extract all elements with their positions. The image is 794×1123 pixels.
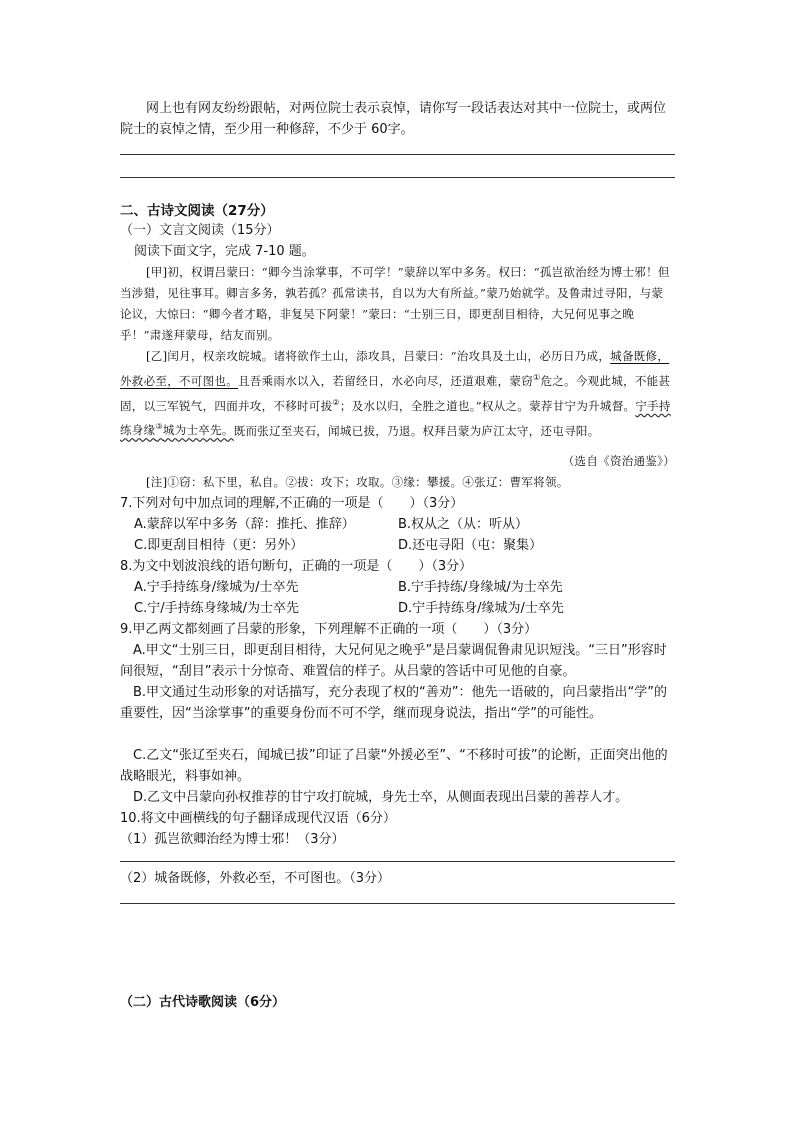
question-8-options xyxy=(134,577,674,619)
question-7-stem: 7.下列对句中加点词的理解,不正确的一项是（ ）（3分） xyxy=(120,496,464,511)
question-9-option-a: A.甲文“士别三日，即更刮目相待，大兄何见之晚乎”是吕蒙调侃鲁肃见识短浅。“三日”形容时间很短，“刮目”表示十分惊奇、难置信的样子。从吕蒙的答话中可见他的自豪。 xyxy=(120,643,667,679)
passage-yi: [乙]闰月，权亲攻皖城。诸将欲作土山，添攻具，吕蒙曰：“治攻具及土山，必历日乃成，城备既修，外救必至，不可图也。且吾乘雨水以入，若留经日，水必向尽，还道艰难，蒙窃①危之。今观此城，不能甚固，以三军锐气，四面并攻，不移时可拔②；及水以归，全胜之道也。”权从之。蒙荐甘宁为升城督。宁手持练身缘③城为士卒先。既而张辽至夹石，闻城已拔，乃退。权拜吕蒙为庐江太守，还屯寻阳。 xyxy=(120,349,671,438)
note-marker: ① xyxy=(533,373,541,382)
section-title: 二、古诗文阅读（27分） xyxy=(120,203,274,219)
question-10-sentence-1: （1）孤岂欲卿治经为博士邪！（3分） xyxy=(120,832,345,847)
option-b: B.权从之（从：听从） xyxy=(398,517,529,532)
annotation-notes: [注]①窃：私下里，私自。②拔：攻下；攻取。③缘：攀援。④张辽：曹军将领。 xyxy=(146,475,569,489)
subsection-title: （一）文言文阅读（15分） xyxy=(120,223,280,238)
underlined-sentence: 城备既修，外救必至，不可图也。 xyxy=(120,349,670,388)
option-a: A.蒙辞以军中多务（辞：推托、推辞） xyxy=(134,517,355,532)
question-9-option-c: C.乙文“张辽至夹石，闻城已拔”印证了吕蒙“外援必至”、“不移时可拔”的论断，正面突出他的战略眼光，料事如神。 xyxy=(120,748,668,784)
option-a: A.宁手持练身/缘城为/士卒先 xyxy=(134,580,299,595)
option-d: D.还屯寻阳（屯：聚集） xyxy=(398,538,543,553)
intro-text: 网上也有网友纷纷跟帖，对两位院士表示哀悼，请你写一段话表达对其中一位院士，或两位院士的哀悼之情，至少用一种修辞，不少于 60字。 xyxy=(120,101,667,137)
wavy-sentence: 宁手持练身缘③城为士卒先。 xyxy=(120,398,671,438)
answer-line xyxy=(120,861,675,862)
option-b: B.宁手持练/身缘城/为士卒先 xyxy=(398,580,563,595)
instruction: 阅读下面文字，完成 7-10 题。 xyxy=(134,244,315,259)
question-8-stem: 8.为文中划波浪线的语句断句，正确的一项是（ ）（3分） xyxy=(120,559,473,574)
note-marker: ③ xyxy=(155,422,163,432)
option-c: C.即更刮目相待（更：另外） xyxy=(134,538,304,553)
subsection-title: （二）古代诗歌阅读（6分） xyxy=(120,995,286,1010)
question-9-option-d: D.乙文中吕蒙向孙权推荐的甘宁攻打皖城，身先士卒，从侧面表现出吕蒙的善荐人才。 xyxy=(133,790,629,805)
answer-line xyxy=(120,903,675,904)
intro-paragraph xyxy=(120,98,675,140)
question-9-stem: 9.甲乙两文都刻画了吕蒙的形象，下列理解不正确的一项（ ）（3分） xyxy=(120,622,538,637)
question-9-option-b: B.甲文通过生动形象的对话描写，充分表现了权的“善劝”：他先一语破的，向吕蒙指出“学”的重要性，因“当涂掌事”的重要身份而不可不学，继而现身说法，指出“学”的可能性。 xyxy=(120,685,667,721)
answer-line xyxy=(120,177,675,178)
note-marker: ② xyxy=(332,397,340,407)
question-7-options xyxy=(134,514,674,556)
option-d: D.宁手持练身/缘城为/士卒先 xyxy=(398,601,564,616)
option-c: C.宁/手持练身缘城/为士卒先 xyxy=(134,601,299,616)
source-citation: （选自《资治通鉴》） xyxy=(562,454,675,468)
passage-jia-text: [甲]初，权谓吕蒙曰：“卿今当涂掌事，不可学！”蒙辞以军中多务。权曰：“孤岂欲治经为博士邪！但当涉猎，见往事耳。卿言多务，孰若孤？孤常读书，自以为大有所益。”蒙乃始就学。及鲁肃过寻阳，与蒙论议，大惊曰：“卿今者才略，非复吴下阿蒙！”蒙曰：“士别三日，即更刮目相待，大兄何见事之晚乎！”肃遂拜蒙母，结友而别。 xyxy=(120,265,670,342)
question-10-stem: 10.将文中画横线的句子翻译成现代汉语（6分） xyxy=(120,811,396,826)
passage-yi-text: [乙]闰月，权亲攻皖城。诸将欲作土山，添攻具，吕蒙曰：“治攻具及土山，必历日乃成， xyxy=(146,349,611,363)
question-10-sentence-2: （2）城备既修，外救必至，不可图也。（3分） xyxy=(120,871,391,886)
passage-jia xyxy=(120,262,675,346)
answer-line xyxy=(120,154,675,155)
